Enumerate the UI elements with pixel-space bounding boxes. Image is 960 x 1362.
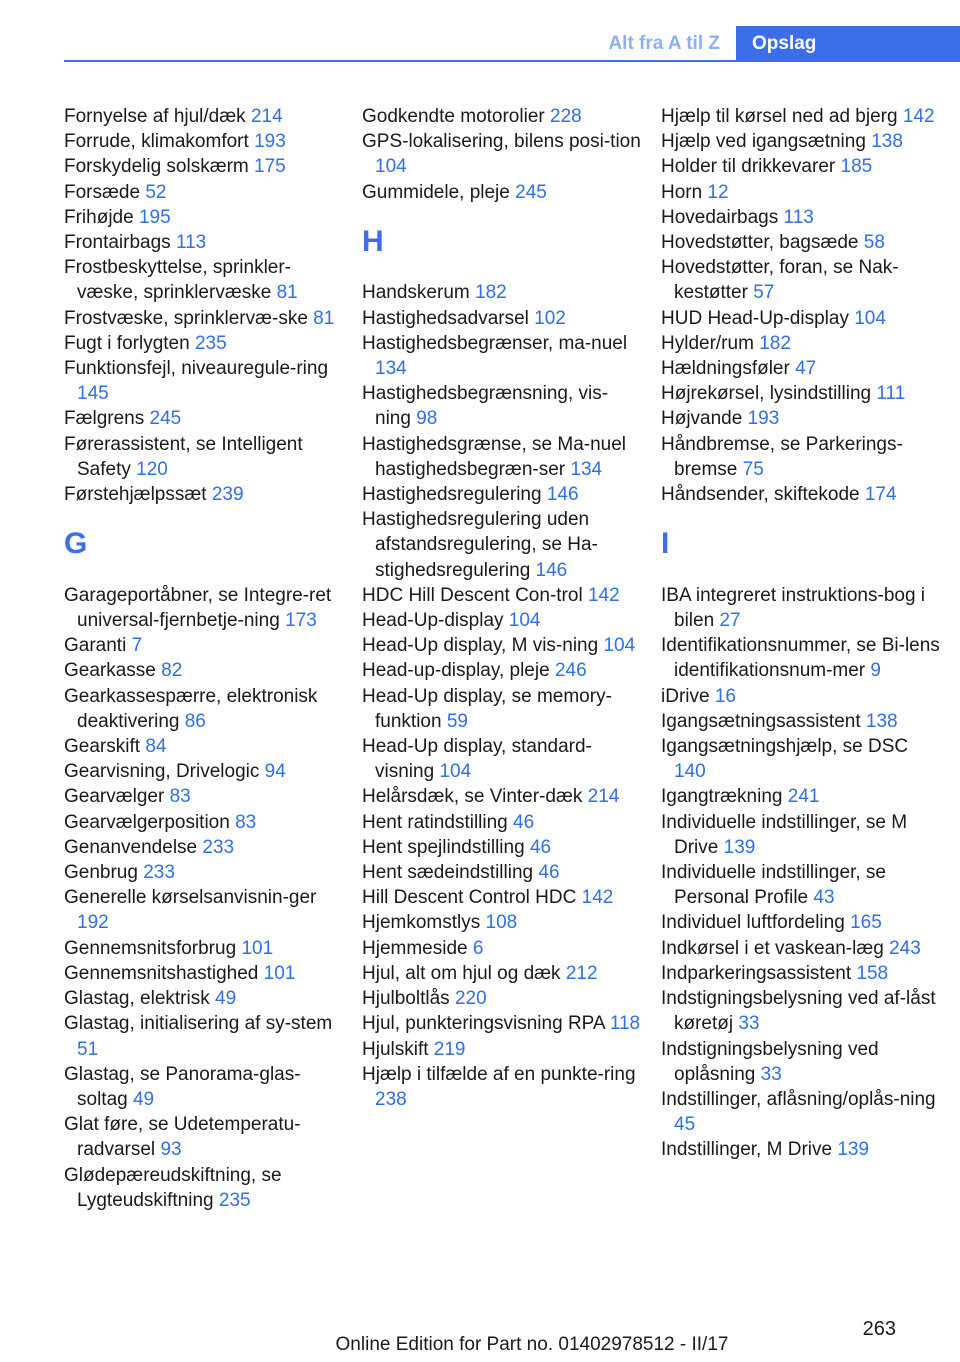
- index-entry: [661, 633, 941, 683]
- page-link[interactable]: 241: [787, 786, 820, 808]
- index-entry: [64, 482, 344, 507]
- index-entry-text: Hent sædeindstilling: [362, 862, 534, 884]
- index-entry: [661, 406, 941, 431]
- index-entry: [362, 1037, 642, 1062]
- page-link[interactable]: 195: [138, 206, 171, 228]
- page-link[interactable]: 46: [513, 811, 535, 833]
- index-entry: [64, 230, 344, 255]
- index-entry-text: Frostvæske, sprinklervæ-ske: [64, 307, 308, 329]
- index-entry-text: Fornyelse af hjul/dæk: [64, 106, 246, 127]
- index-entry-text: Hylder/rum: [661, 332, 754, 354]
- page-link[interactable]: 101: [241, 937, 274, 959]
- index-entry-text: Frihøjde: [64, 206, 134, 228]
- index-entry-text: Fugt i forlygten: [64, 332, 190, 354]
- page-number: 263: [862, 1318, 896, 1340]
- index-entry-text: Indstillinger, aflåsning/oplås-ning: [661, 1088, 936, 1110]
- index-entry: [661, 936, 941, 961]
- index-entry: [661, 910, 941, 935]
- index-entry: [362, 961, 642, 986]
- page-link[interactable]: 138: [865, 710, 898, 732]
- index-entry: [64, 583, 344, 633]
- page-link[interactable]: 33: [760, 1063, 782, 1085]
- section-title: Alt fra A til Z: [608, 33, 720, 54]
- index-entry: [661, 810, 941, 860]
- page-link[interactable]: 140: [674, 761, 706, 783]
- index-entry: [64, 1112, 344, 1162]
- page-link[interactable]: 86: [184, 710, 206, 732]
- index-entry: [64, 1062, 344, 1112]
- page-link[interactable]: 84: [145, 736, 167, 758]
- index-entry-text: Håndbremse, se Parkerings-bremse: [661, 433, 903, 480]
- page-link[interactable]: 193: [254, 131, 286, 153]
- page-link[interactable]: 212: [565, 962, 598, 984]
- index-entry-text: Genbrug: [64, 862, 138, 884]
- index-entry-text: Forsæde: [64, 181, 141, 203]
- page-link[interactable]: 182: [759, 332, 791, 354]
- page-link[interactable]: 193: [747, 408, 780, 430]
- index-entry: [661, 356, 941, 381]
- index-entry: [64, 432, 344, 482]
- page-link[interactable]: 142: [587, 584, 620, 606]
- index-entry-text: Igangsætningshjælp, se DSC: [661, 736, 909, 758]
- page-link[interactable]: 243: [889, 937, 921, 959]
- page-link[interactable]: 146: [535, 559, 568, 581]
- index-entry: [64, 885, 344, 935]
- index-entry: [362, 507, 642, 583]
- page-link[interactable]: 158: [856, 962, 889, 984]
- page-link[interactable]: 49: [132, 1088, 155, 1110]
- index-entry: [661, 583, 941, 633]
- index-entry: [64, 205, 344, 230]
- page-link[interactable]: 246: [554, 660, 587, 682]
- page-link[interactable]: 12: [707, 181, 729, 203]
- index-entry: [362, 633, 642, 658]
- page-link[interactable]: 111: [876, 383, 906, 405]
- index-entry-text: Forskydelig solskærm: [64, 156, 249, 178]
- header-rule: [64, 60, 960, 62]
- index-entry-text: HUD Head-Up-display: [661, 307, 849, 329]
- index-entry: [362, 583, 642, 608]
- index-entry: [362, 129, 642, 179]
- page-link[interactable]: 57: [753, 282, 775, 304]
- index-entry-text: Handskerum: [362, 282, 470, 304]
- index-entry-text: Indstigningsbelysning ved oplåsning: [661, 1038, 879, 1085]
- page-link[interactable]: 235: [218, 1189, 251, 1211]
- page-link[interactable]: 98: [416, 408, 438, 430]
- index-entry-text: Glastag, elektrisk: [64, 988, 210, 1010]
- page-link[interactable]: 174: [864, 484, 897, 506]
- index-entry-text: Hjul, alt om hjul og dæk: [362, 962, 561, 984]
- page-link[interactable]: 165: [850, 912, 882, 934]
- page-link[interactable]: 52: [145, 181, 167, 203]
- index-entry: [64, 356, 344, 406]
- index-entry-text: Glødepæreudskiftning, se Lygteudskiftning: [64, 1164, 282, 1211]
- index-column-2: [362, 104, 642, 1112]
- index-entry-text: Hovedstøtter, foran, se Nak-kestøtter: [661, 257, 899, 304]
- index-entry: [64, 860, 344, 885]
- index-entry: [362, 835, 642, 860]
- page-link[interactable]: 83: [235, 811, 257, 833]
- index-entry: [362, 986, 642, 1011]
- page-link[interactable]: 120: [136, 458, 168, 480]
- page-link[interactable]: 142: [581, 887, 614, 909]
- index-entry-text: Hastighedsbegrænser, ma-nuel: [362, 332, 628, 354]
- index-entry-text: Højrekørsel, lysindstilling: [661, 383, 872, 405]
- index-entry: [64, 633, 344, 658]
- index-entry-text: Gearvælger: [64, 786, 165, 808]
- index-entry-text: Igangtrækning: [661, 786, 783, 808]
- index-entry: [661, 154, 941, 179]
- index-entry-text: Hastighedsbegrænsning, vis-ning: [362, 383, 609, 430]
- index-entry: [661, 1037, 941, 1087]
- index-entry-text: Genanvendelse: [64, 836, 198, 858]
- page-link[interactable]: 245: [149, 408, 182, 430]
- index-entry-text: Hældningsføler: [661, 358, 790, 380]
- index-entry-text: Head-Up display, M vis-ning: [362, 635, 599, 657]
- index-entry-text: Indkørsel i et vaskean-læg: [661, 937, 884, 959]
- page-link[interactable]: 93: [160, 1139, 182, 1161]
- index-letter-heading: G: [64, 527, 88, 561]
- index-entry-text: Head-Up-display: [362, 610, 504, 632]
- index-entry: [362, 784, 642, 809]
- page-link[interactable]: 139: [723, 836, 756, 858]
- footer-text: Online Edition for Part no. 01402978512 - II/17: [335, 1334, 729, 1355]
- index-column-3: [661, 104, 941, 1163]
- index-entry: [661, 432, 941, 482]
- index-entry-text: Gearvisning, Drivelogic: [64, 761, 260, 783]
- index-entry: [661, 1087, 941, 1137]
- index-entry: [362, 1062, 642, 1112]
- index-entry: [661, 381, 941, 406]
- index-entry-text: Hent ratindstilling: [362, 811, 508, 833]
- page-link[interactable]: 43: [813, 887, 835, 909]
- index-entry: [362, 331, 642, 381]
- index-entry-text: Glastag, initialisering af sy-stem: [64, 1013, 333, 1035]
- page-link[interactable]: 58: [863, 232, 885, 254]
- page-link[interactable]: 113: [783, 206, 814, 228]
- index-entry-text: Håndsender, skiftekode: [661, 484, 860, 506]
- page-link[interactable]: 81: [313, 307, 335, 329]
- page-header: [0, 0, 960, 62]
- footer-edition: [0, 1334, 960, 1356]
- index-entry: [64, 961, 344, 986]
- index-entry-text: Helårsdæk, se Vinter-dæk: [362, 786, 583, 808]
- index-entry-text: Head-Up display, standard-visning: [362, 736, 592, 783]
- index-entry-text: Generelle kørselsanvisnin-ger: [64, 887, 317, 909]
- index-entry: [64, 104, 344, 129]
- index-entry-text: Funktionsfejl, niveauregule-ring: [64, 358, 329, 380]
- page-link[interactable]: 192: [77, 912, 109, 934]
- index-entry-text: Hastighedsregulering uden afstandsregulering, se Ha-stighedsregulering: [362, 509, 598, 581]
- index-entry-text: Hjemmeside: [362, 937, 468, 959]
- index-entry: [661, 860, 941, 910]
- page-link[interactable]: 27: [719, 610, 741, 632]
- page-link[interactable]: 102: [534, 307, 566, 329]
- index-entry-text: Gennemsnitshastighed: [64, 962, 259, 984]
- index-entry-text: Hjul, punkteringsvisning RPA: [362, 1013, 605, 1035]
- index-entry-text: Hjælp til kørsel ned ad bjerg: [661, 106, 898, 127]
- index-entry-text: Hjælp i tilfælde af en punkte-ring: [362, 1063, 636, 1085]
- index-entry: [661, 129, 941, 154]
- page-link[interactable]: 108: [485, 912, 518, 934]
- index-entry-text: HDC Hill Descent Con-trol: [362, 584, 583, 606]
- index-entry-text: Gummidele, pleje: [362, 181, 510, 203]
- page-link[interactable]: 104: [375, 156, 407, 178]
- index-entry: [64, 331, 344, 356]
- index-entry: [362, 482, 642, 507]
- index-entry: [661, 230, 941, 255]
- page-link[interactable]: 214: [250, 106, 283, 127]
- index-entry: [64, 129, 344, 154]
- index-entry-text: Hjemkomstlys: [362, 912, 481, 934]
- page-link[interactable]: 214: [587, 786, 620, 808]
- page-link[interactable]: 81: [276, 282, 298, 304]
- index-entry-text: Gennemsnitsforbrug: [64, 937, 237, 959]
- index-entry-text: Glat føre, se Udetemperatu-radvarsel: [64, 1114, 301, 1161]
- index-entry-text: Godkendte motorolier: [362, 106, 545, 127]
- index-entry: [64, 180, 344, 205]
- index-entry: [661, 255, 941, 305]
- index-entry: [64, 986, 344, 1011]
- index-entry-text: Førstehjælpssæt: [64, 484, 207, 506]
- page-link[interactable]: 175: [254, 156, 286, 178]
- page-link[interactable]: 228: [550, 106, 582, 127]
- tab-opslag: Opslag: [736, 26, 960, 62]
- index-entry: [661, 684, 941, 709]
- index-entry-text: Indstigningsbelysning ved af-låst køretøj: [661, 988, 936, 1035]
- page-link[interactable]: 233: [143, 862, 175, 884]
- page-link[interactable]: 233: [202, 836, 235, 858]
- page-link[interactable]: 185: [840, 156, 873, 178]
- page-link[interactable]: 220: [454, 988, 487, 1010]
- index-entry: [661, 205, 941, 230]
- index-entry: [362, 860, 642, 885]
- index-entry-text: Hjulboltlås: [362, 988, 450, 1010]
- page-link[interactable]: 219: [433, 1038, 466, 1060]
- page-link[interactable]: 139: [837, 1139, 870, 1161]
- page-link[interactable]: 138: [871, 131, 903, 153]
- index-entry: [64, 154, 344, 179]
- index-entry: [362, 734, 642, 784]
- page-link[interactable]: 46: [538, 862, 560, 884]
- index-entry: [362, 306, 642, 331]
- index-entry: [64, 835, 344, 860]
- page-link[interactable]: 47: [795, 358, 817, 380]
- page-link[interactable]: 9: [870, 660, 881, 682]
- index-entry: [362, 684, 642, 734]
- page-link[interactable]: 245: [515, 181, 547, 203]
- index-entry: [64, 734, 344, 759]
- index-column-1: [64, 104, 344, 1213]
- index-entry-text: Hastighedsadvarsel: [362, 307, 529, 329]
- index-entry-text: Hill Descent Control HDC: [362, 887, 577, 909]
- page-link[interactable]: 6: [472, 937, 484, 959]
- page-link[interactable]: 51: [77, 1038, 99, 1060]
- page-link[interactable]: 16: [714, 685, 736, 707]
- index-entry: [362, 381, 642, 431]
- index-entry-text: Individuelle indstillinger, se Personal Profile: [661, 862, 886, 909]
- index-entry-text: Glastag, se Panorama-glas-soltag: [64, 1063, 301, 1110]
- page-link[interactable]: 113: [175, 232, 207, 254]
- index-entry: [64, 255, 344, 305]
- page-link[interactable]: 235: [194, 332, 227, 354]
- index-entry: [362, 104, 642, 129]
- page-link[interactable]: 33: [738, 1013, 760, 1035]
- index-entry-text: Frostbeskyttelse, sprinkler-væske, sprinklervæske: [64, 257, 292, 304]
- index-entry-text: Forrude, klimakomfort: [64, 131, 249, 153]
- page-link[interactable]: 101: [263, 962, 296, 984]
- page-link[interactable]: 239: [211, 484, 244, 506]
- index-entry: [661, 784, 941, 809]
- page-link[interactable]: 238: [375, 1088, 407, 1110]
- index-entry: [661, 709, 941, 734]
- index-entry: [64, 810, 344, 835]
- index-entry: [64, 306, 344, 331]
- index-entry: [362, 936, 642, 961]
- index-entry: [362, 432, 642, 482]
- page-link[interactable]: 7: [131, 635, 143, 657]
- index-entry-text: Indstillinger, M Drive: [661, 1139, 833, 1161]
- index-entry-text: Hjælp ved igangsætning: [661, 131, 866, 153]
- index-entry: [661, 734, 941, 784]
- index-entry-text: Gearkassespærre, elektronisk deaktivering: [64, 685, 318, 732]
- index-entry: [362, 910, 642, 935]
- index-entry-text: Horn: [661, 181, 703, 203]
- index-entry: [64, 936, 344, 961]
- index-entry-text: Individuelle indstillinger, se M Drive: [661, 811, 908, 858]
- index-entry-text: Hovedairbags: [661, 206, 779, 228]
- index-entry-text: Hovedstøtter, bagsæde: [661, 232, 859, 254]
- index-entry-text: Frontairbags: [64, 232, 171, 254]
- page-link[interactable]: 146: [546, 484, 579, 506]
- index-entry-text: Garanti: [64, 635, 127, 657]
- page-link[interactable]: 59: [446, 710, 468, 732]
- index-entry: [64, 684, 344, 734]
- page-link[interactable]: 82: [161, 660, 183, 682]
- page-link[interactable]: 104: [854, 307, 886, 329]
- page-link[interactable]: 134: [570, 458, 603, 480]
- index-entry: [64, 1011, 344, 1061]
- index-entry-text: Head-up-display, pleje: [362, 660, 550, 682]
- index-entry-text: Identifikationsnummer, se Bi-lens identifikationsnum-mer: [661, 635, 940, 682]
- index-entry-text: Hjulskift: [362, 1038, 429, 1060]
- index-entry-text: Head-Up display, se memory-funktion: [362, 685, 612, 732]
- index-entry: [661, 180, 941, 205]
- index-entry: [64, 759, 344, 784]
- page-link[interactable]: 173: [285, 610, 317, 632]
- page-link[interactable]: 45: [674, 1114, 696, 1136]
- index-entry: [362, 885, 642, 910]
- index-entry-text: Gearvælgerposition: [64, 811, 230, 833]
- index-entry-text: Hent spejlindstilling: [362, 836, 525, 858]
- index-entry-text: Individuel luftfordeling: [661, 912, 845, 934]
- page-link[interactable]: 142: [902, 106, 935, 127]
- page-link[interactable]: 104: [439, 761, 472, 783]
- index-entry-text: Førerassistent, se Intelligent Safety: [64, 433, 303, 480]
- page-link[interactable]: 49: [215, 988, 237, 1010]
- page-link[interactable]: 134: [375, 358, 407, 380]
- index-entry-text: Højvande: [661, 408, 743, 430]
- page-link[interactable]: 182: [475, 282, 507, 304]
- index-entry: [362, 658, 642, 683]
- index-entry-text: Indparkeringsassistent: [661, 962, 852, 984]
- index-entry: [362, 608, 642, 633]
- index-entry: [661, 104, 941, 129]
- index-entry-text: Garageportåbner, se Integre-ret universal-fjernbetje-ning: [64, 584, 332, 632]
- index-entry: [362, 810, 642, 835]
- index-entry-text: Igangsætningsassistent: [661, 710, 861, 732]
- page-link[interactable]: 94: [264, 761, 286, 783]
- page-link[interactable]: 104: [508, 610, 541, 632]
- index-entry-text: Gearkasse: [64, 660, 156, 682]
- index-entry-text: Hastighedsgrænse, se Ma-nuel hastighedsbegræn-ser: [362, 433, 627, 480]
- index-entry: [64, 406, 344, 431]
- index-letter-heading: H: [362, 224, 384, 258]
- page-link[interactable]: 46: [529, 836, 552, 858]
- index-entry: [661, 1137, 941, 1162]
- page-link[interactable]: 118: [609, 1013, 641, 1035]
- index-entry-text: Fælgrens: [64, 408, 145, 430]
- index-entry: [661, 331, 941, 356]
- index-entry: [64, 658, 344, 683]
- index-entry: [362, 280, 642, 305]
- index-entry-text: Hastighedsregulering: [362, 484, 542, 506]
- page-link[interactable]: 83: [169, 786, 191, 808]
- index-letter-heading: I: [661, 527, 670, 561]
- index-entry: [362, 1011, 642, 1036]
- page-link[interactable]: 145: [77, 383, 109, 405]
- index-entry: [661, 306, 941, 331]
- index-entry: [64, 1163, 344, 1213]
- index-entry: [362, 180, 642, 205]
- page-link[interactable]: 75: [742, 458, 764, 480]
- page-link[interactable]: 104: [603, 635, 636, 657]
- index-entry-text: iDrive: [661, 685, 710, 707]
- index-entry-text: Gearskift: [64, 736, 141, 758]
- index-entry-text: Holder til drikkevarer: [661, 156, 836, 178]
- index-entry: [661, 482, 941, 507]
- index-entry-text: GPS-lokalisering, bilens posi-tion: [362, 131, 641, 153]
- index-entry-text: IBA integreret instruktions-bog i bilen: [661, 584, 926, 632]
- index-entry: [661, 961, 941, 986]
- index-entry: [661, 986, 941, 1036]
- index-entry: [64, 784, 344, 809]
